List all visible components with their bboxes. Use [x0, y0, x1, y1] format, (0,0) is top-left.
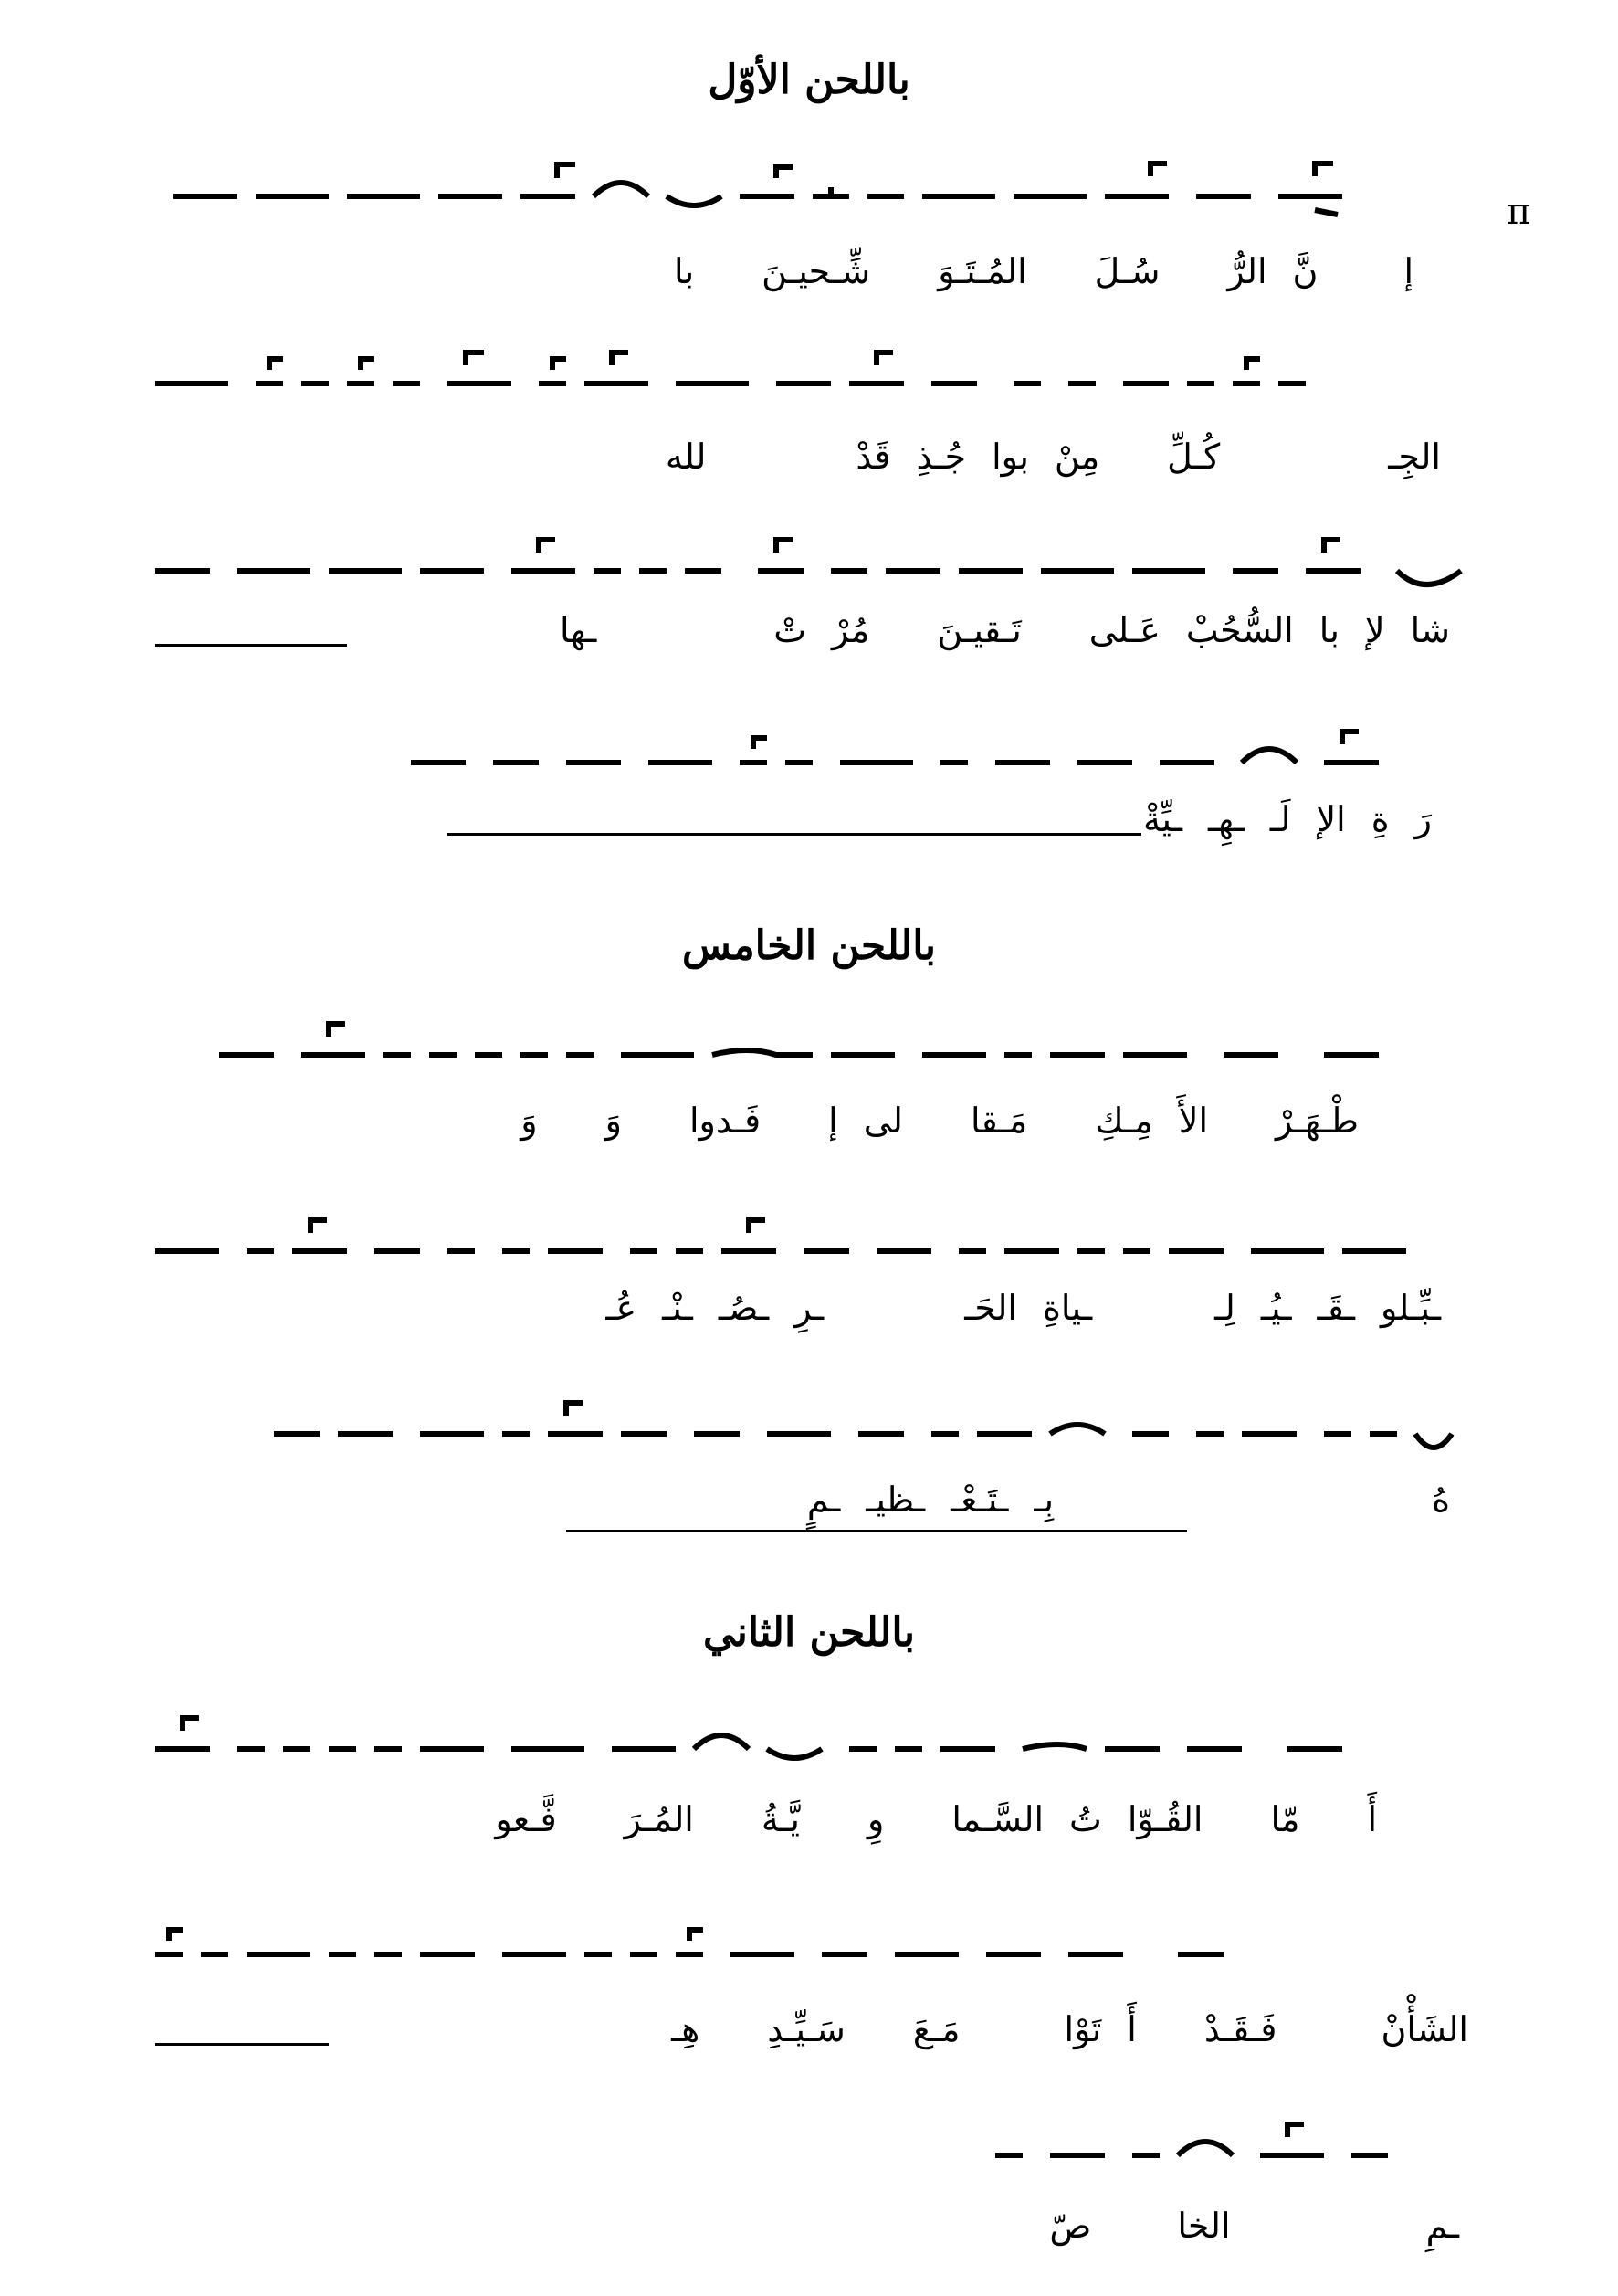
neume-staff: [995, 2101, 1488, 2183]
lyrics-line: [794, 1480, 1463, 1520]
lyric-syllable: عُـ: [605, 1288, 637, 1328]
lyric-syllable: الإ: [1316, 799, 1346, 839]
lyric-syllable: شا: [1410, 610, 1450, 650]
lyric-syllable: با: [674, 251, 695, 291]
lyric-syllable: ـظيـ: [866, 1480, 926, 1520]
lyric-syllable: وَ: [604, 1101, 622, 1141]
lyric-syllable: الخا: [1177, 2206, 1231, 2246]
lyrics-line: [547, 610, 1463, 650]
lyric-syllable: شِّـحيـنَ: [762, 251, 871, 291]
neume-staff: [274, 1379, 1488, 1461]
lyrics-line: [661, 251, 1426, 291]
lyric-syllable: ـهِـ: [1207, 799, 1245, 839]
svg-text:π: π: [1507, 191, 1531, 233]
lyric-syllable: فَّـعو: [495, 1799, 557, 1839]
neume-line: [155, 329, 1488, 411]
neume-staff: [411, 708, 1488, 790]
lyric-syllable: تُ: [1069, 1799, 1102, 1839]
section-title: باللحن الخامس: [682, 922, 936, 969]
lyric-syllable: مِـكِ: [1095, 1101, 1153, 1141]
lyric-syllable: الحَـ: [964, 1288, 1017, 1328]
lyric-syllable: هُ: [1432, 1480, 1450, 1520]
lyrics-line: [593, 1288, 1454, 1328]
lyric-syllable: تَوْا: [1064, 2009, 1102, 2049]
lyric-syllable: قَدْ: [856, 437, 891, 477]
neume-line: [155, 1900, 1488, 1982]
lyric-syllable: سُـلَ: [1094, 251, 1161, 291]
lyric-syllable: تْ: [773, 610, 806, 650]
lyric-syllable: إ: [1403, 251, 1413, 291]
lyric-syllable: ـمِ: [1425, 2206, 1459, 2246]
melisma-line: [155, 644, 347, 647]
lyric-syllable: تَـقيـنَ: [937, 610, 1022, 650]
neume-line: [995, 2101, 1488, 2183]
lyrics-line: [482, 1799, 1390, 1839]
lyric-syllable: مّا: [1270, 1799, 1300, 1839]
lyrics-line: [1036, 2206, 1472, 2246]
lyric-syllable: بوا: [992, 437, 1029, 477]
lyric-syllable: القُـوّا: [1127, 1799, 1203, 1839]
lyric-syllable: أَ: [1127, 2009, 1137, 2049]
lyric-syllable: الجِـ: [1388, 437, 1441, 477]
lyric-syllable: ـتَـعْـ: [951, 1480, 1009, 1520]
neume-line: [274, 1379, 1488, 1461]
lyric-syllable: عَـلى: [1088, 610, 1161, 650]
melisma-line: [447, 833, 1141, 836]
lyric-syllable: وَ: [520, 1101, 538, 1141]
lyric-syllable: فَـقَـدْ: [1203, 2009, 1277, 2049]
lyric-syllable: أَ: [1367, 1799, 1377, 1839]
neume-line: [411, 708, 1488, 790]
lyric-syllable: السُّحُبْ: [1185, 610, 1294, 650]
lyric-syllable: بِـ: [1034, 1480, 1055, 1520]
lyric-syllable: لإ: [1364, 610, 1385, 650]
melisma-line: [566, 1530, 1187, 1532]
lyric-syllable: الرُّ: [1227, 251, 1267, 291]
neume-line: [155, 142, 1531, 233]
lyric-syllable: ـها: [559, 610, 597, 650]
neume-staff: [155, 329, 1488, 411]
lyric-syllable: السَّـما: [951, 1799, 1045, 1839]
neume-staff: [155, 516, 1488, 598]
lyric-syllable: مَـقا: [970, 1101, 1028, 1141]
lyric-syllable: فَـدوا: [688, 1101, 762, 1141]
lyric-syllable: مِنْ: [1054, 437, 1100, 477]
neume-line: [155, 1694, 1397, 1776]
lyrics-line: [658, 2009, 1481, 2049]
lyric-syllable: ـنْـ: [662, 1288, 693, 1328]
lyric-syllable: كُـلِّ: [1167, 437, 1221, 477]
lyrics-line: [653, 437, 1454, 477]
lyric-syllable: ـيُـ: [1260, 1288, 1292, 1328]
lyric-syllable: هِـ: [671, 2009, 700, 2049]
lyric-syllable: مُرْ: [832, 610, 870, 650]
lyric-syllable: صّ: [1049, 2206, 1092, 2246]
lyric-syllable: جُـذِ: [916, 437, 967, 477]
lyric-syllable: نَّ: [1292, 251, 1319, 291]
lyric-syllable: لى: [863, 1101, 903, 1141]
neume-staff: [155, 1196, 1488, 1279]
lyric-syllable: المُـتَـوَ: [938, 251, 1027, 291]
lyric-syllable: ـيِّةْ: [1143, 799, 1182, 839]
lyric-syllable: لَـ: [1269, 799, 1291, 839]
section-title: باللحن الثاني: [702, 1609, 916, 1656]
lyric-syllable: ـقَـ: [1317, 1288, 1356, 1328]
neume-line: [155, 1196, 1488, 1279]
neume-line: [201, 1000, 1397, 1082]
lyrics-line: [1130, 799, 1445, 839]
neume-staff: [201, 1000, 1397, 1082]
lyric-syllable: ةِ: [1371, 799, 1390, 839]
lyric-syllable: المُـرَ: [624, 1799, 694, 1839]
section-title: باللحن الأوّل: [708, 57, 910, 103]
neume-staff: [155, 142, 1531, 233]
lyric-syllable: إ: [828, 1101, 838, 1141]
lyric-syllable: يَّـةُ: [761, 1799, 800, 1839]
lyric-syllable: الأَ: [1178, 1101, 1208, 1141]
lyric-syllable: الشَأْنْ: [1381, 2009, 1468, 2049]
lyric-syllable: لله: [665, 437, 707, 477]
lyric-syllable: رَ: [1414, 799, 1432, 839]
lyrics-line: [466, 1101, 1371, 1141]
lyric-syllable: ـمٍ: [806, 1480, 841, 1520]
lyric-syllable: ـبِّـلو: [1381, 1288, 1441, 1328]
neume-line: [155, 516, 1488, 598]
lyric-syllable: ـصُـ: [718, 1288, 770, 1328]
lyric-syllable: طْـهَـرْ: [1276, 1101, 1359, 1141]
lyric-syllable: لِـ: [1214, 1288, 1235, 1328]
neume-staff: [155, 1900, 1488, 1982]
lyric-syllable: ـياةِ: [1043, 1288, 1093, 1328]
lyric-syllable: با: [1319, 610, 1340, 650]
melisma-line: [155, 2043, 329, 2046]
lyric-syllable: وِ: [867, 1799, 885, 1839]
neume-staff: [155, 1694, 1397, 1776]
lyric-syllable: سَـيِّـدِ: [767, 2009, 846, 2049]
lyric-syllable: ـرِ: [794, 1288, 825, 1328]
lyric-syllable: مَـعَ: [912, 2009, 961, 2049]
